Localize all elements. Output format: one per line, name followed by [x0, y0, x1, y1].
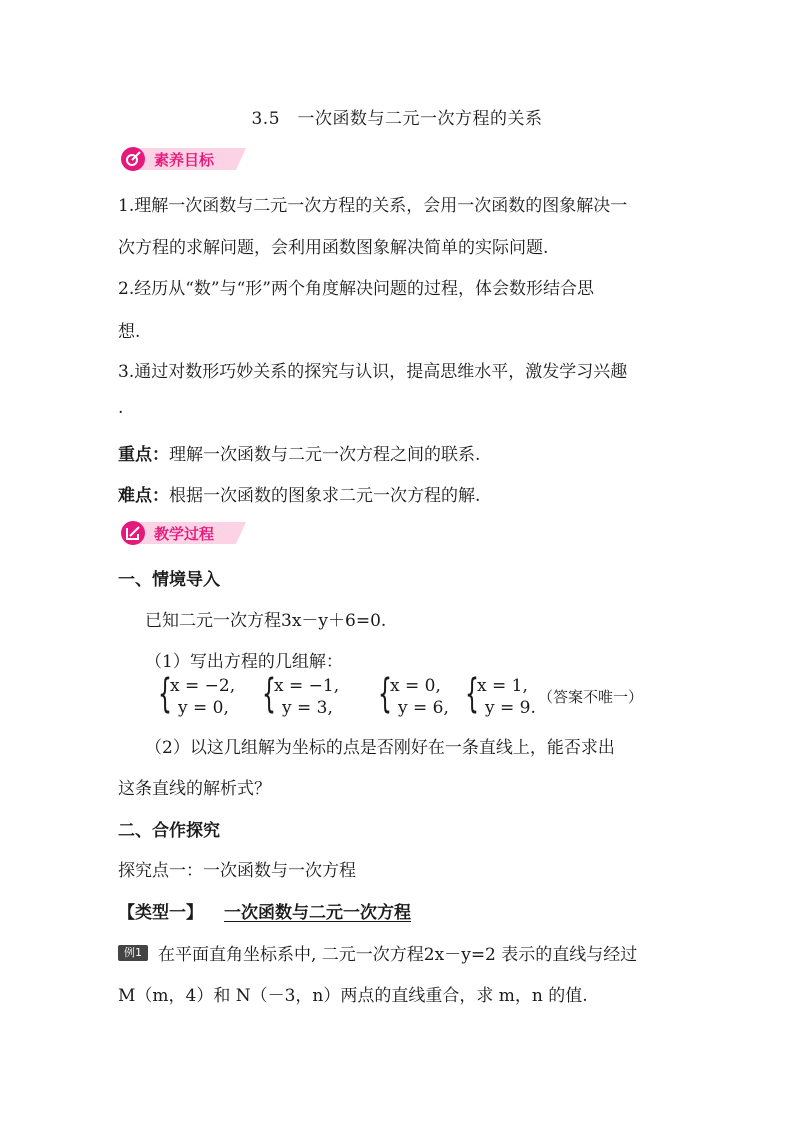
example-icon: 例1	[118, 945, 148, 961]
goal-1a: 1.理解一次函数与二元一次方程的关系，会用一次函数的图象解决一	[118, 196, 628, 216]
brace-icon: {	[262, 671, 276, 717]
question-2a: （2）以这几组解为坐标的点是否刚好在一条直线上，能否求出	[145, 738, 615, 758]
key-text: 理解一次函数与二元一次方程之间的联系.	[169, 445, 481, 465]
difficult-label: 难点：	[118, 486, 169, 506]
page-title: 3.5 一次函数与二元一次方程的关系	[251, 109, 543, 129]
question-1: （1）写出方程的几组解：	[145, 652, 343, 672]
goal-2a: 2.经历从“数”与“形”两个角度解决问题的过程，体会数形结合思	[118, 279, 594, 299]
question-2b: 这条直线的解析式？	[118, 779, 271, 799]
goal-3b: .	[118, 398, 124, 418]
explore-point: 探究点一：一次函数与一次方程	[118, 861, 356, 881]
example-text-a: 在平面直角坐标系中, 二元一次方程2x－y=2 表示的直线与经过	[158, 945, 638, 965]
brace-icon: {	[158, 671, 172, 717]
difficult-text: 根据一次函数的图象求二元一次方程的解.	[169, 486, 481, 506]
example-text-b: M（m，4）和 N（－3，n）两点的直线重合，求 m，n 的值.	[118, 986, 588, 1006]
brace-icon: {	[465, 671, 479, 717]
solution-4-eq2: y = 9.	[485, 698, 536, 718]
key-point	[118, 440, 480, 465]
section1-intro: 已知二元一次方程3x－y＋6=0.	[145, 611, 387, 631]
goals-badge	[118, 146, 248, 172]
goal-1b: 次方程的求解问题，会利用函数图象解决简单的实际问题.	[118, 238, 549, 258]
solution-4-eq1: x = 1,	[477, 676, 528, 696]
key-label: 重点：	[118, 445, 169, 465]
difficult-point	[118, 481, 480, 506]
solution-2-eq1: x = −1,	[274, 676, 340, 696]
solution-2-eq2: y = 3,	[282, 698, 333, 718]
answer-note: （答案不唯一）	[538, 688, 644, 706]
process-badge	[118, 520, 248, 546]
solution-1-eq1: x = −2,	[170, 676, 236, 696]
solution-3-eq1: x = 0,	[390, 676, 441, 696]
type-title: 一次函数与二元一次方程	[224, 903, 411, 923]
goal-3a: 3.通过对数形巧妙关系的探究与认识，提高思维水平，激发学习兴趣	[118, 362, 628, 382]
type-tag: 【类型一】	[118, 903, 203, 923]
section2-heading: 二、合作探究	[118, 821, 220, 841]
section1-heading: 一、情境导入	[118, 570, 220, 590]
solution-1-eq2: y = 0,	[178, 698, 229, 718]
brace-icon: {	[378, 671, 392, 717]
solution-3-eq2: y = 6,	[398, 698, 449, 718]
goals-badge-label: 素养目标	[154, 151, 215, 169]
goal-2b: 想.	[118, 322, 141, 342]
process-badge-label: 教学过程	[154, 525, 215, 543]
